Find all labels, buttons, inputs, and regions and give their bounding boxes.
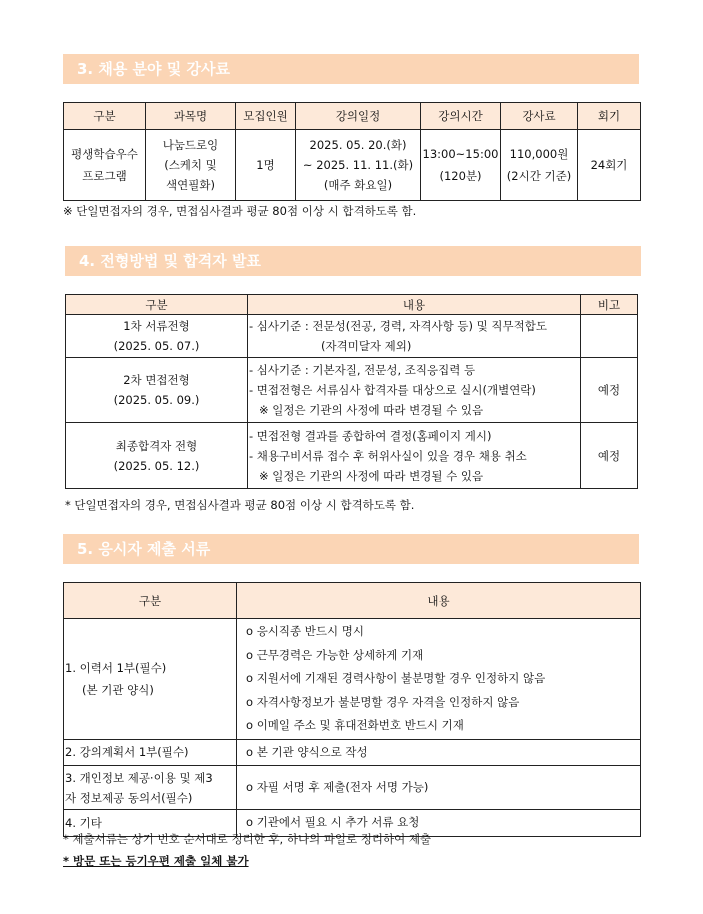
cell-content: - 면접전형 결과를 종합하여 결정(홈페이지 게시) - 채용구비서류 접수 후 허위사실이 있을 경우 채용 취소 ※ 일정은 기관의 사정에 따라 변경될 수 있음 — [248, 423, 581, 489]
table-header-row — [64, 103, 641, 130]
col-header: 내용 — [248, 295, 581, 315]
col-header: 강의일정 — [296, 103, 421, 130]
cell-time: 13:00~15:00 (120분) — [421, 130, 501, 201]
table-row — [64, 766, 641, 810]
selection-table — [65, 294, 638, 489]
col-header: 모집인원 — [236, 103, 296, 130]
table-row — [64, 739, 641, 766]
table-row — [64, 619, 641, 740]
section-3-title: 3. 채용 분야 및 강사료 — [77, 60, 230, 78]
cell-stage: 2차 면접전형 (2025. 05. 09.) — [66, 358, 248, 423]
cell-doc: 3. 개인정보 제공·이용 및 제3 자 정보제공 동의서(필수) — [64, 766, 237, 810]
col-header: 구분 — [66, 295, 248, 315]
section-4-title: 4. 전형방법 및 합격자 발표 — [79, 252, 261, 270]
recruitment-table — [63, 102, 641, 201]
list-item: o 자격사항정보가 불분명할 경우 자격을 인정하지 않음 — [246, 694, 520, 709]
section-5-warning: * 방문 또는 등기우편 제출 일체 불가 — [63, 854, 249, 868]
section-4-note: * 단일면접자의 경우, 면접심사결과 평균 80점 이상 시 합격하도록 함. — [65, 498, 415, 512]
section-3-note: ※ 단일면접자의 경우, 면접심사결과 평균 80점 이상 시 합격하도록 함. — [63, 204, 417, 218]
cell-doc: 2. 강의계획서 1부(필수) — [64, 739, 237, 766]
list-item: o 응시직종 반드시 명시 — [246, 624, 364, 638]
col-header: 구분 — [64, 103, 146, 130]
cell-category: 평생학습우수 프로그램 — [64, 130, 146, 201]
col-header: 회기 — [578, 103, 641, 130]
cell-content: - 심사기준 : 기본자질, 전문성, 조직응집력 등 - 면접전형은 서류심사 합격자를 대상으로 실시(개별연락) ※ 일정은 기관의 사정에 따라 변경될 수 있음 — [248, 358, 581, 423]
cell-stage: 최종합격자 전형 (2025. 05. 12.) — [66, 423, 248, 489]
list-item: o 기관에서 필요 시 추가 서류 요청 — [246, 815, 420, 829]
table-header-row — [64, 583, 641, 619]
cell-remark — [581, 315, 638, 358]
cell-schedule: 2025. 05. 20.(화) ~ 2025. 11. 11.(화) (매주 화요일) — [296, 130, 421, 201]
cell-remark: 예정 — [581, 423, 638, 489]
table-row — [66, 423, 638, 489]
section-5-title: 5. 응시자 제출 서류 — [77, 540, 211, 558]
list-item: o 근무경력은 가능한 상세하게 기재 — [246, 647, 424, 662]
col-header: 구분 — [64, 583, 237, 619]
table-row — [66, 315, 638, 358]
cell-doc: 4. 기타 — [64, 810, 237, 837]
table-row — [66, 358, 638, 423]
cell-content: - 심사기준 : 전문성(전공, 경력, 자격사항 등) 및 직무적합도 (자격미달자 제외) — [248, 315, 581, 358]
section-3-header — [63, 54, 639, 84]
section-4-header — [65, 246, 641, 276]
section-5-note: * 제출서류는 상기 번호 순서대로 정리한 후, 하나의 파일로 정리하여 제출 — [63, 832, 432, 846]
cell-fee: 110,000원 (2시간 기준) — [501, 130, 578, 201]
cell-remark: 예정 — [581, 358, 638, 423]
documents-table — [63, 582, 641, 837]
cell-doc: 1. 이력서 1부(필수) (본 기관 양식) — [64, 619, 237, 740]
cell-count: 1명 — [236, 130, 296, 201]
col-header: 강의시간 — [421, 103, 501, 130]
cell-items — [237, 766, 641, 810]
section-5-header — [63, 534, 639, 564]
table-header-row — [66, 295, 638, 315]
col-header: 강사료 — [501, 103, 578, 130]
cell-subject: 나눔드로잉 (스케치 및 색연필화) — [146, 130, 236, 201]
cell-stage: 1차 서류전형 (2025. 05. 07.) — [66, 315, 248, 358]
list-item: o 이메일 주소 및 휴대전화번호 반드시 기재 — [246, 718, 464, 732]
cell-items — [237, 619, 641, 740]
col-header: 과목명 — [146, 103, 236, 130]
cell-items — [237, 739, 641, 766]
list-item: o 자필 서명 후 제출(전자 서명 가능) — [246, 779, 429, 794]
col-header: 내용 — [237, 583, 641, 619]
col-header: 비고 — [581, 295, 638, 315]
cell-sessions: 24회기 — [578, 130, 641, 201]
list-item: o 지원서에 기재된 경력사항이 불분명할 경우 인정하지 않음 — [246, 671, 546, 685]
table-row — [64, 130, 641, 201]
list-item: o 본 기관 양식으로 작성 — [246, 744, 368, 759]
